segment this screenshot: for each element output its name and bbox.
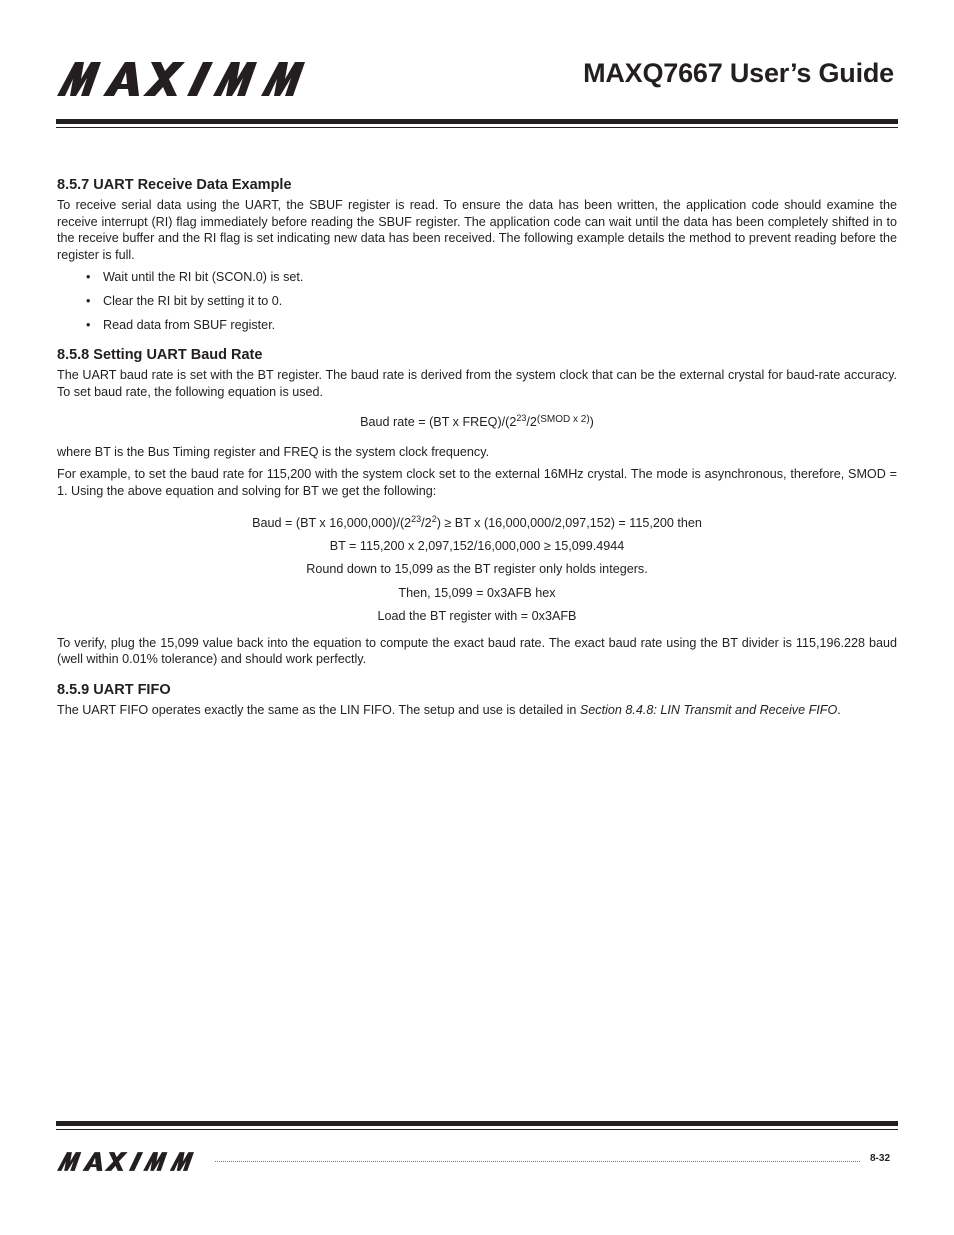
footer-rule-thick: [56, 1121, 898, 1126]
section-uart-receive: [57, 176, 897, 333]
section-heading: 8.5.9 UART FIFO: [57, 681, 171, 698]
paragraph: where BT is the Bus Timing register and FREQ is the system clock frequency.: [57, 444, 490, 459]
section-heading: 8.5.7 UART Receive Data Example: [57, 177, 292, 193]
list-item: • Clear the RI bit by setting it to 0.: [57, 293, 897, 310]
calc-line: Baud = (BT x $16,000,000)/(2^{23}/2^2)$ ≥ BT x (16,000,000/2,097,152) = 115,200 then: [252, 513, 702, 530]
document-body: [57, 176, 897, 724]
calc-line: Round down to 15,099 as the BT register only holds integers.: [306, 562, 648, 577]
footer-rule-thin: [56, 1129, 898, 1130]
page-number: 8-32: [870, 1153, 891, 1164]
section-baud-rate: [57, 346, 897, 668]
page-title: MAXQ7667 User’s Guide: [583, 58, 894, 88]
paragraph: To verify, plug the 15,099 value back into the equation to compute the exact baud rate. The exact baud rate using the BT divider is 115,196.228 baud (well within 0.01% tolerance) and should work perfectly.: [57, 635, 897, 667]
calc-line: Load the BT register with = 0x3AFB: [377, 609, 577, 624]
paragraph: To receive serial data using the UART, the SBUF register is read. To ensure the data has been written, the application code should examine the receive interrupt (RI) flag immediately before reading the SBUF register. The application code can wait until the data has been completely shifted in to the receive buffer and the RI flag is set indicating new data has been received. The following example details the method to prevent reading before the register is full.: [57, 198, 897, 262]
list-item: • Read data from SBUF register.: [57, 317, 897, 334]
paragraph: The UART baud rate is set with the BT register. The baud rate is derived from the system clock that can be the external crystal for baud-rate accuracy. To set baud rate, the following equation is used.: [57, 368, 897, 399]
calc-line: Then, 15,099 = 0x3AFB hex: [398, 585, 556, 600]
section-heading: 8.5.8 Setting UART Baud Rate: [57, 347, 263, 364]
list-item: • Wait until the RI bit (SCON.0) is set.: [57, 269, 897, 286]
paragraph: The UART FIFO operates exactly the same as the LIN FIFO. The setup and use is detailed in Section 8.4.8: LIN Transmit and Receive FIFO.: [57, 702, 841, 717]
maxim-logo-icon: [57, 62, 325, 96]
footer-dotted-line: [215, 1161, 860, 1162]
paragraph: For example, to set the baud rate for 115,200 with the system clock set to the external 16MHz crystal. The mode is asynchronous, therefore, SMOD = 1. Using the above equation and solving for BT we get the following:: [57, 467, 897, 498]
header-rule-thin: [56, 127, 898, 128]
baud-equation: Baud rate = (BT x $FREQ)/(2^{23}/2^{(SMOD x 2)})$: [360, 413, 594, 430]
header-rule-thick: [56, 119, 898, 124]
section-uart-fifo: [57, 681, 897, 719]
bullet-list: [57, 269, 897, 333]
maxim-logo-footer-icon: [57, 1152, 205, 1171]
calc-line: BT = 115,200 x 2,097,152/16,000,000 ≥ 15,099.4944: [329, 538, 625, 553]
section-reference: Section 8.4.8: LIN Transmit and Receive FIFO: [579, 702, 838, 717]
